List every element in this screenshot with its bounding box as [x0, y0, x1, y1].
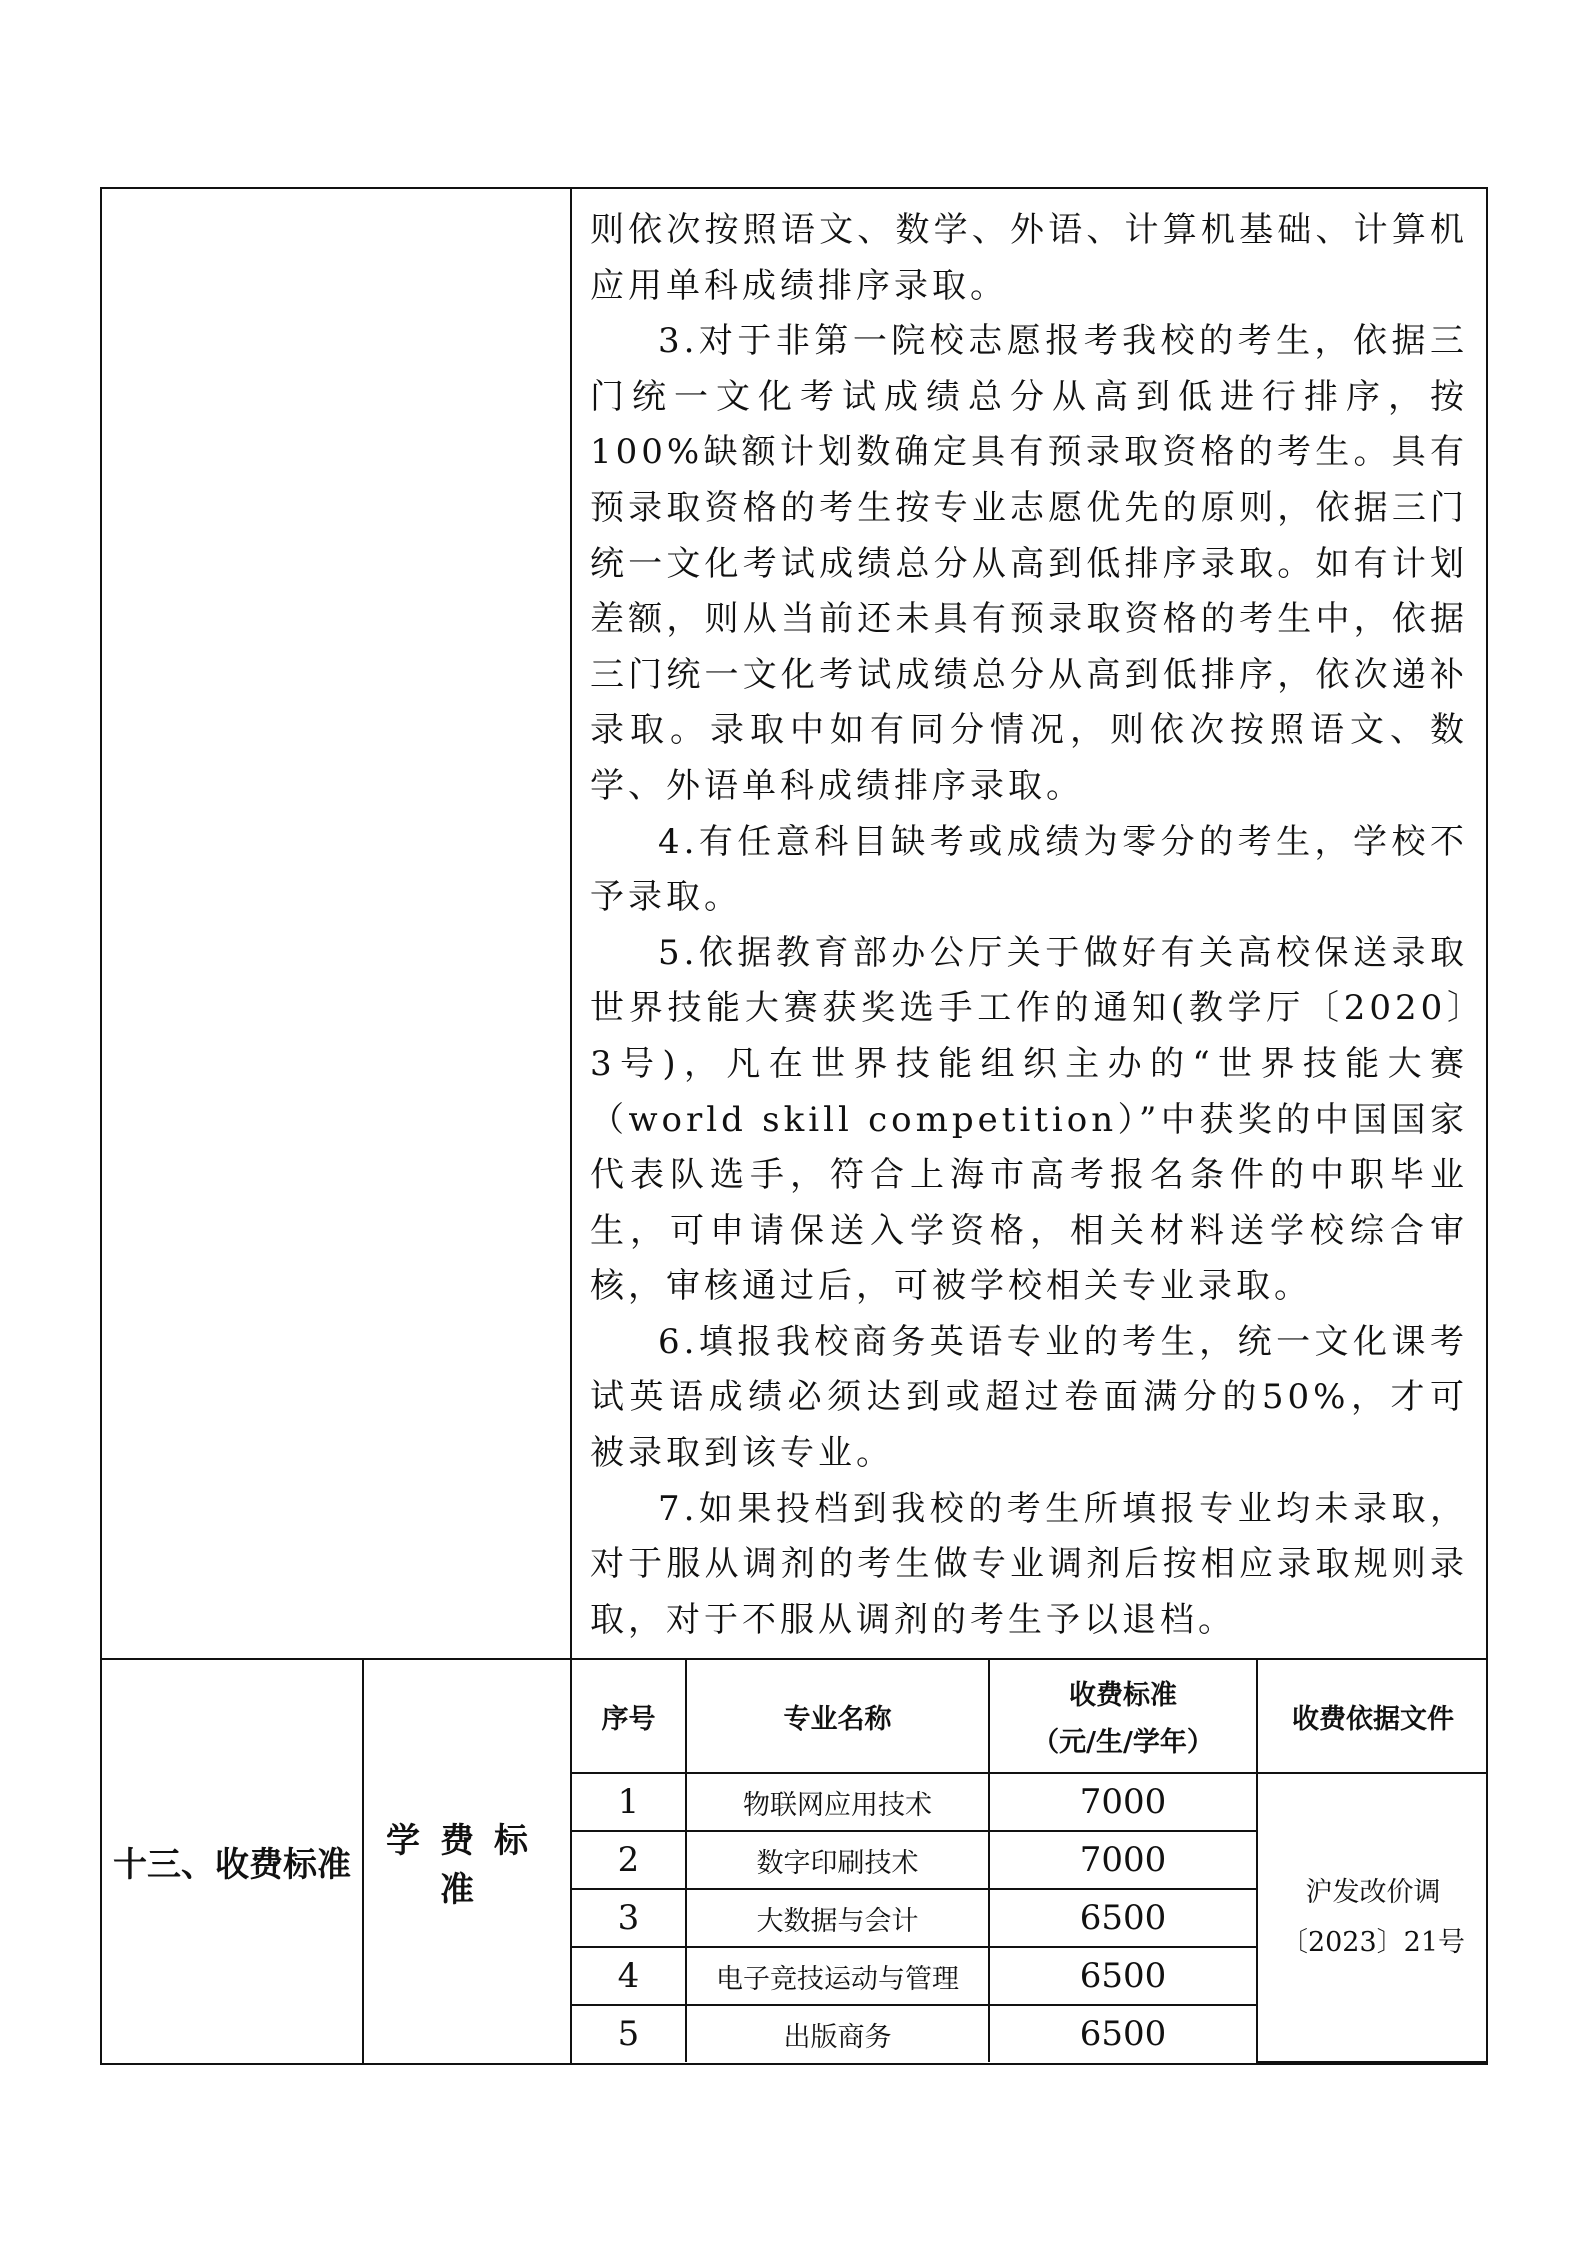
rule-paragraph-7: 7.如果投档到我校的考生所填报专业均未录取，对于服从调剂的考生做专业调剂后按相应录取规则录取，对于不服从调剂的考生予以退档。 — [590, 1488, 1468, 1640]
row-major: 大数据与会计 — [686, 1889, 989, 1947]
admission-fee-table — [100, 187, 1488, 2065]
admission-rules-row — [101, 188, 1487, 1659]
section-title-fees: 十三、收费标准 — [101, 1659, 363, 2064]
rule-paragraph-4: 4.有任意科目缺考或成绩为零分的考生，学校不予录取。 — [590, 821, 1468, 918]
row-major: 出版商务 — [686, 2005, 989, 2062]
table-row — [572, 1773, 1488, 1831]
row-fee: 6500 — [989, 1947, 1257, 2005]
rule-paragraph-6: 6.填报我校商务英语专业的考生，统一文化课考试英语成绩必须达到或超过卷面满分的50%，才可被录取到该专业。 — [590, 1321, 1468, 1474]
tuition-table-cell — [571, 1659, 1487, 2064]
row-seq: 4 — [572, 1947, 686, 2005]
blank-label-cell — [101, 188, 571, 1659]
fee-standard-row — [101, 1659, 1487, 2064]
row-seq: 2 — [572, 1831, 686, 1889]
header-fee-line1: 收费标准 — [1069, 1680, 1177, 1712]
admission-rules-cell — [571, 188, 1487, 1659]
rule-paragraph-5: 5.依据教育部办公厅关于做好有关高校保送录取世界技能大赛获奖选手工作的通知(教学厅〔2020〕3号)，凡在世界技能组织主办的“世界技能大赛（world skill competition）”中获奖的中国国家代表队选手，符合上海市高考报名条件的中职毕业生，可申请保送入学资格，相关材料送学校综合审核，审核通过后，可被学校相关专业录取。 — [590, 932, 1468, 1307]
row-fee: 7000 — [989, 1831, 1257, 1889]
fee-basis-document — [1257, 1773, 1488, 2062]
row-seq: 5 — [572, 2005, 686, 2062]
basis-line2: 〔2023〕21号 — [1280, 1926, 1466, 1958]
subsection-title-text: 学费标准 — [386, 1820, 548, 1910]
row-seq: 1 — [572, 1773, 686, 1831]
tuition-header-row — [572, 1660, 1488, 1773]
row-major: 数字印刷技术 — [686, 1831, 989, 1889]
header-major: 专业名称 — [686, 1660, 989, 1773]
row-seq: 3 — [572, 1889, 686, 1947]
tuition-table — [572, 1660, 1488, 2063]
basis-line1: 沪发改价调 — [1305, 1876, 1441, 1908]
row-major: 物联网应用技术 — [686, 1773, 989, 1831]
header-fee — [989, 1660, 1257, 1773]
header-seq: 序号 — [572, 1660, 686, 1773]
row-major: 电子竞技运动与管理 — [686, 1947, 989, 2005]
row-fee: 6500 — [989, 1889, 1257, 1947]
header-basis: 收费依据文件 — [1257, 1660, 1488, 1773]
subsection-title-tuition — [363, 1659, 571, 2064]
rule-paragraph-continued: 则依次按照语文、数学、外语、计算机基础、计算机应用单科成绩排序录取。 — [590, 210, 1468, 306]
rule-paragraph-3: 3.对于非第一院校志愿报考我校的考生，依据三门统一文化考试成绩总分从高到低进行排序，按100%缺额计划数确定具有预录取资格的考生。具有预录取资格的考生按专业志愿优先的原则，依据三门统一文化考试成绩总分从高到低排序录取。如有计划差额，则从当前还未具有预录取资格的考生中，依据三门统一文化考试成绩总分从高到低排序，依次递补录取。录取中如有同分情况，则依次按照语文、数学、外语单科成绩排序录取。 — [590, 321, 1468, 806]
row-fee: 6500 — [989, 2005, 1257, 2062]
header-fee-line2: （元/生/学年） — [1032, 1727, 1214, 1759]
row-fee: 7000 — [989, 1773, 1257, 1831]
